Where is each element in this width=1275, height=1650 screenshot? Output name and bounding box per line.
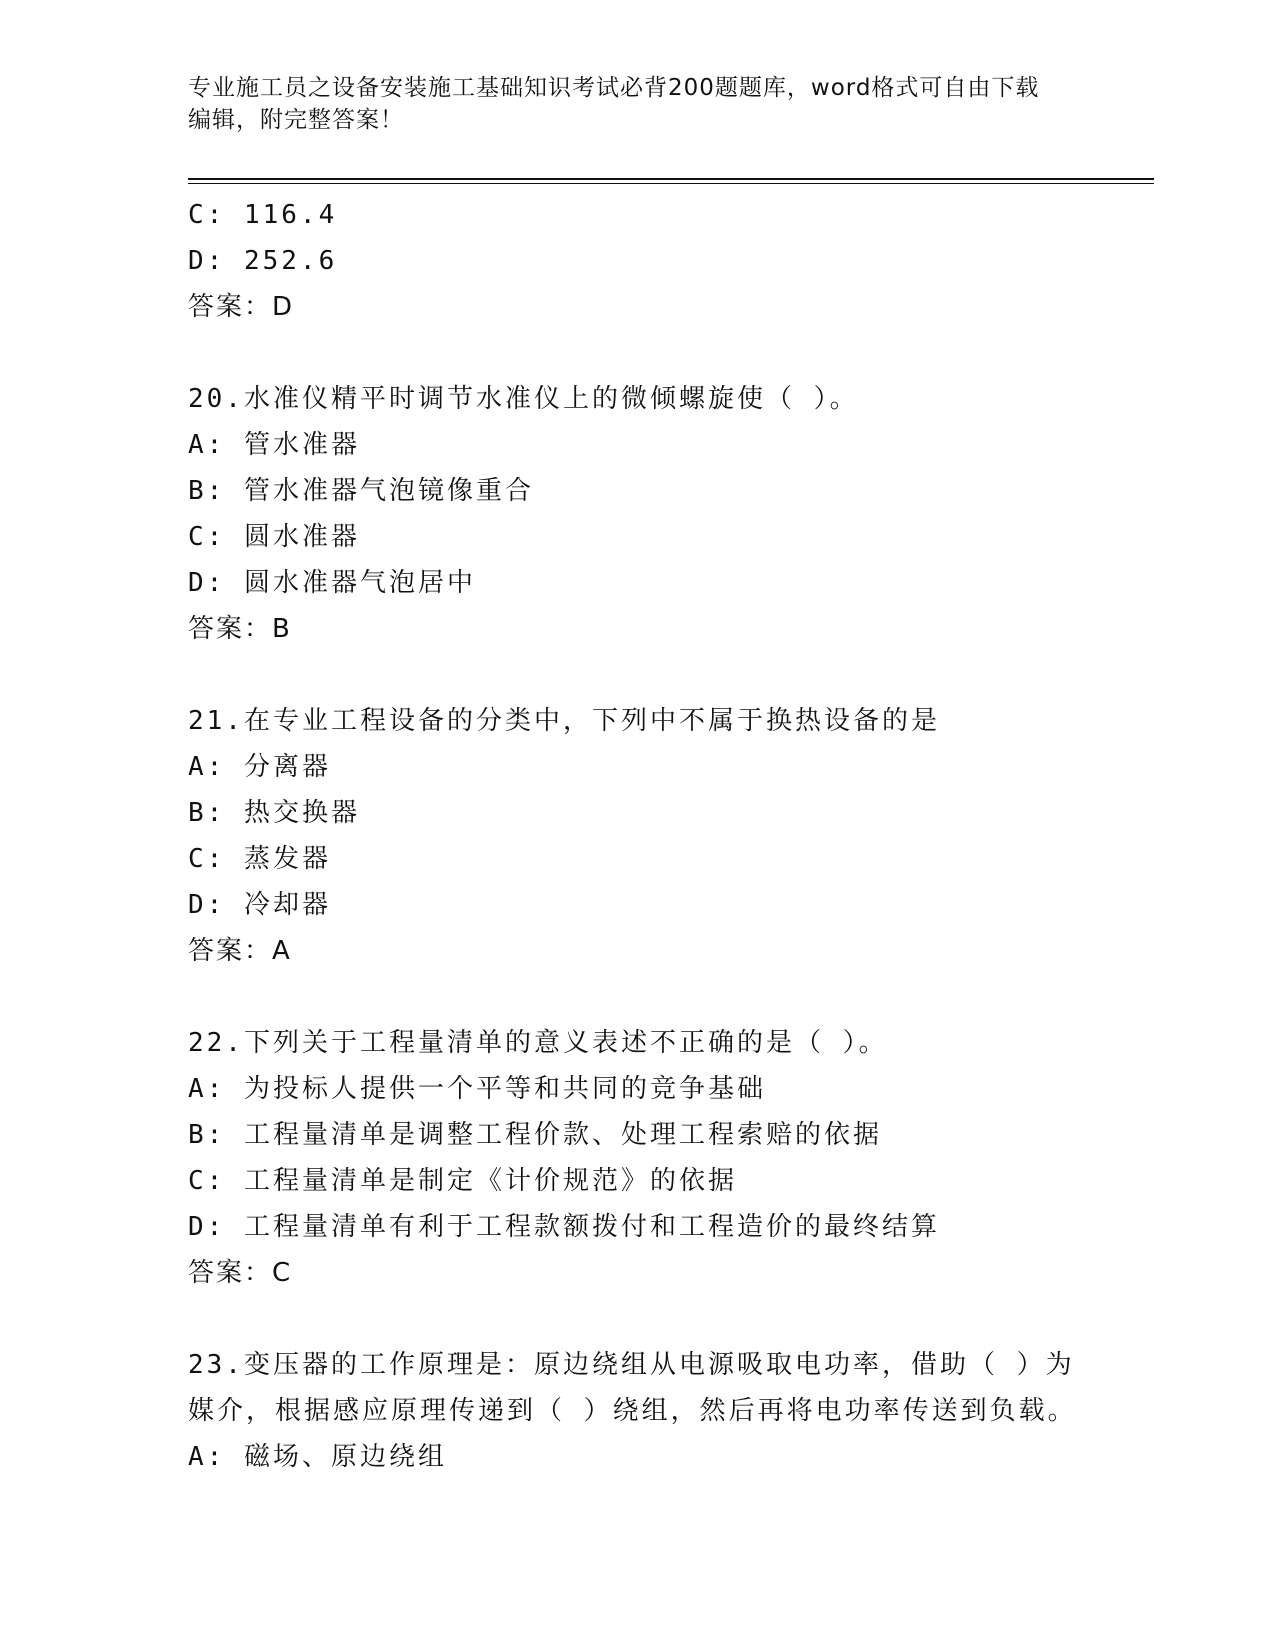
answer-line: 答案：B	[188, 614, 292, 644]
question-content	[188, 192, 1148, 1480]
question-stem-line-2: 媒介，根据感应原理传递到（ ）绕组，然后再将电功率传送到负载。	[188, 1396, 1077, 1426]
option-a: A: 为投标人提供一个平等和共同的竞争基础	[188, 1074, 766, 1104]
document-header	[188, 72, 1088, 136]
option-d: D: 圆水准器气泡居中	[188, 568, 476, 598]
option-b: B: 热交换器	[188, 798, 360, 828]
option-b: B: 管水准器气泡镜像重合	[188, 476, 534, 506]
option-c: C: 116.4	[188, 200, 338, 230]
question-stem: 20.水准仪精平时调节水准仪上的微倾螺旋使（ ）。	[188, 384, 859, 414]
option-d: D: 252.6	[188, 246, 338, 276]
question-stem: 22.下列关于工程量清单的意义表述不正确的是（ ）。	[188, 1028, 888, 1058]
option-c: C: 工程量清单是制定《计价规范》的依据	[188, 1166, 737, 1196]
carryover-block	[188, 192, 1148, 330]
question-22	[188, 1020, 1148, 1296]
header-rule-thick	[188, 178, 1154, 180]
option-a: A: 磁场、原边绕组	[188, 1442, 447, 1472]
question-20	[188, 376, 1148, 652]
option-b: B: 工程量清单是调整工程价款、处理工程索赔的依据	[188, 1120, 882, 1150]
answer-line: 答案：D	[188, 292, 295, 322]
answer-line: 答案：C	[188, 1258, 293, 1288]
option-a: A: 分离器	[188, 752, 331, 782]
question-stem-line-1: 23.变压器的工作原理是：原边绕组从电源吸取电功率，借助（ ）为	[188, 1350, 1075, 1380]
option-c: C: 圆水准器	[188, 522, 360, 552]
header-line-2: 编辑，附完整答案！	[188, 107, 404, 133]
option-c: C: 蒸发器	[188, 844, 331, 874]
option-d: D: 冷却器	[188, 890, 331, 920]
question-21	[188, 698, 1148, 974]
option-d: D: 工程量清单有利于工程款额拨付和工程造价的最终结算	[188, 1212, 940, 1242]
header-rule-thin	[188, 183, 1154, 184]
question-stem: 21.在专业工程设备的分类中，下列中不属于换热设备的是	[188, 706, 940, 736]
answer-line: 答案：A	[188, 936, 292, 966]
header-line-1: 专业施工员之设备安装施工基础知识考试必背200题题库，word格式可自由下载	[188, 75, 1040, 101]
option-a: A: 管水准器	[188, 430, 360, 460]
question-23	[188, 1342, 1148, 1480]
